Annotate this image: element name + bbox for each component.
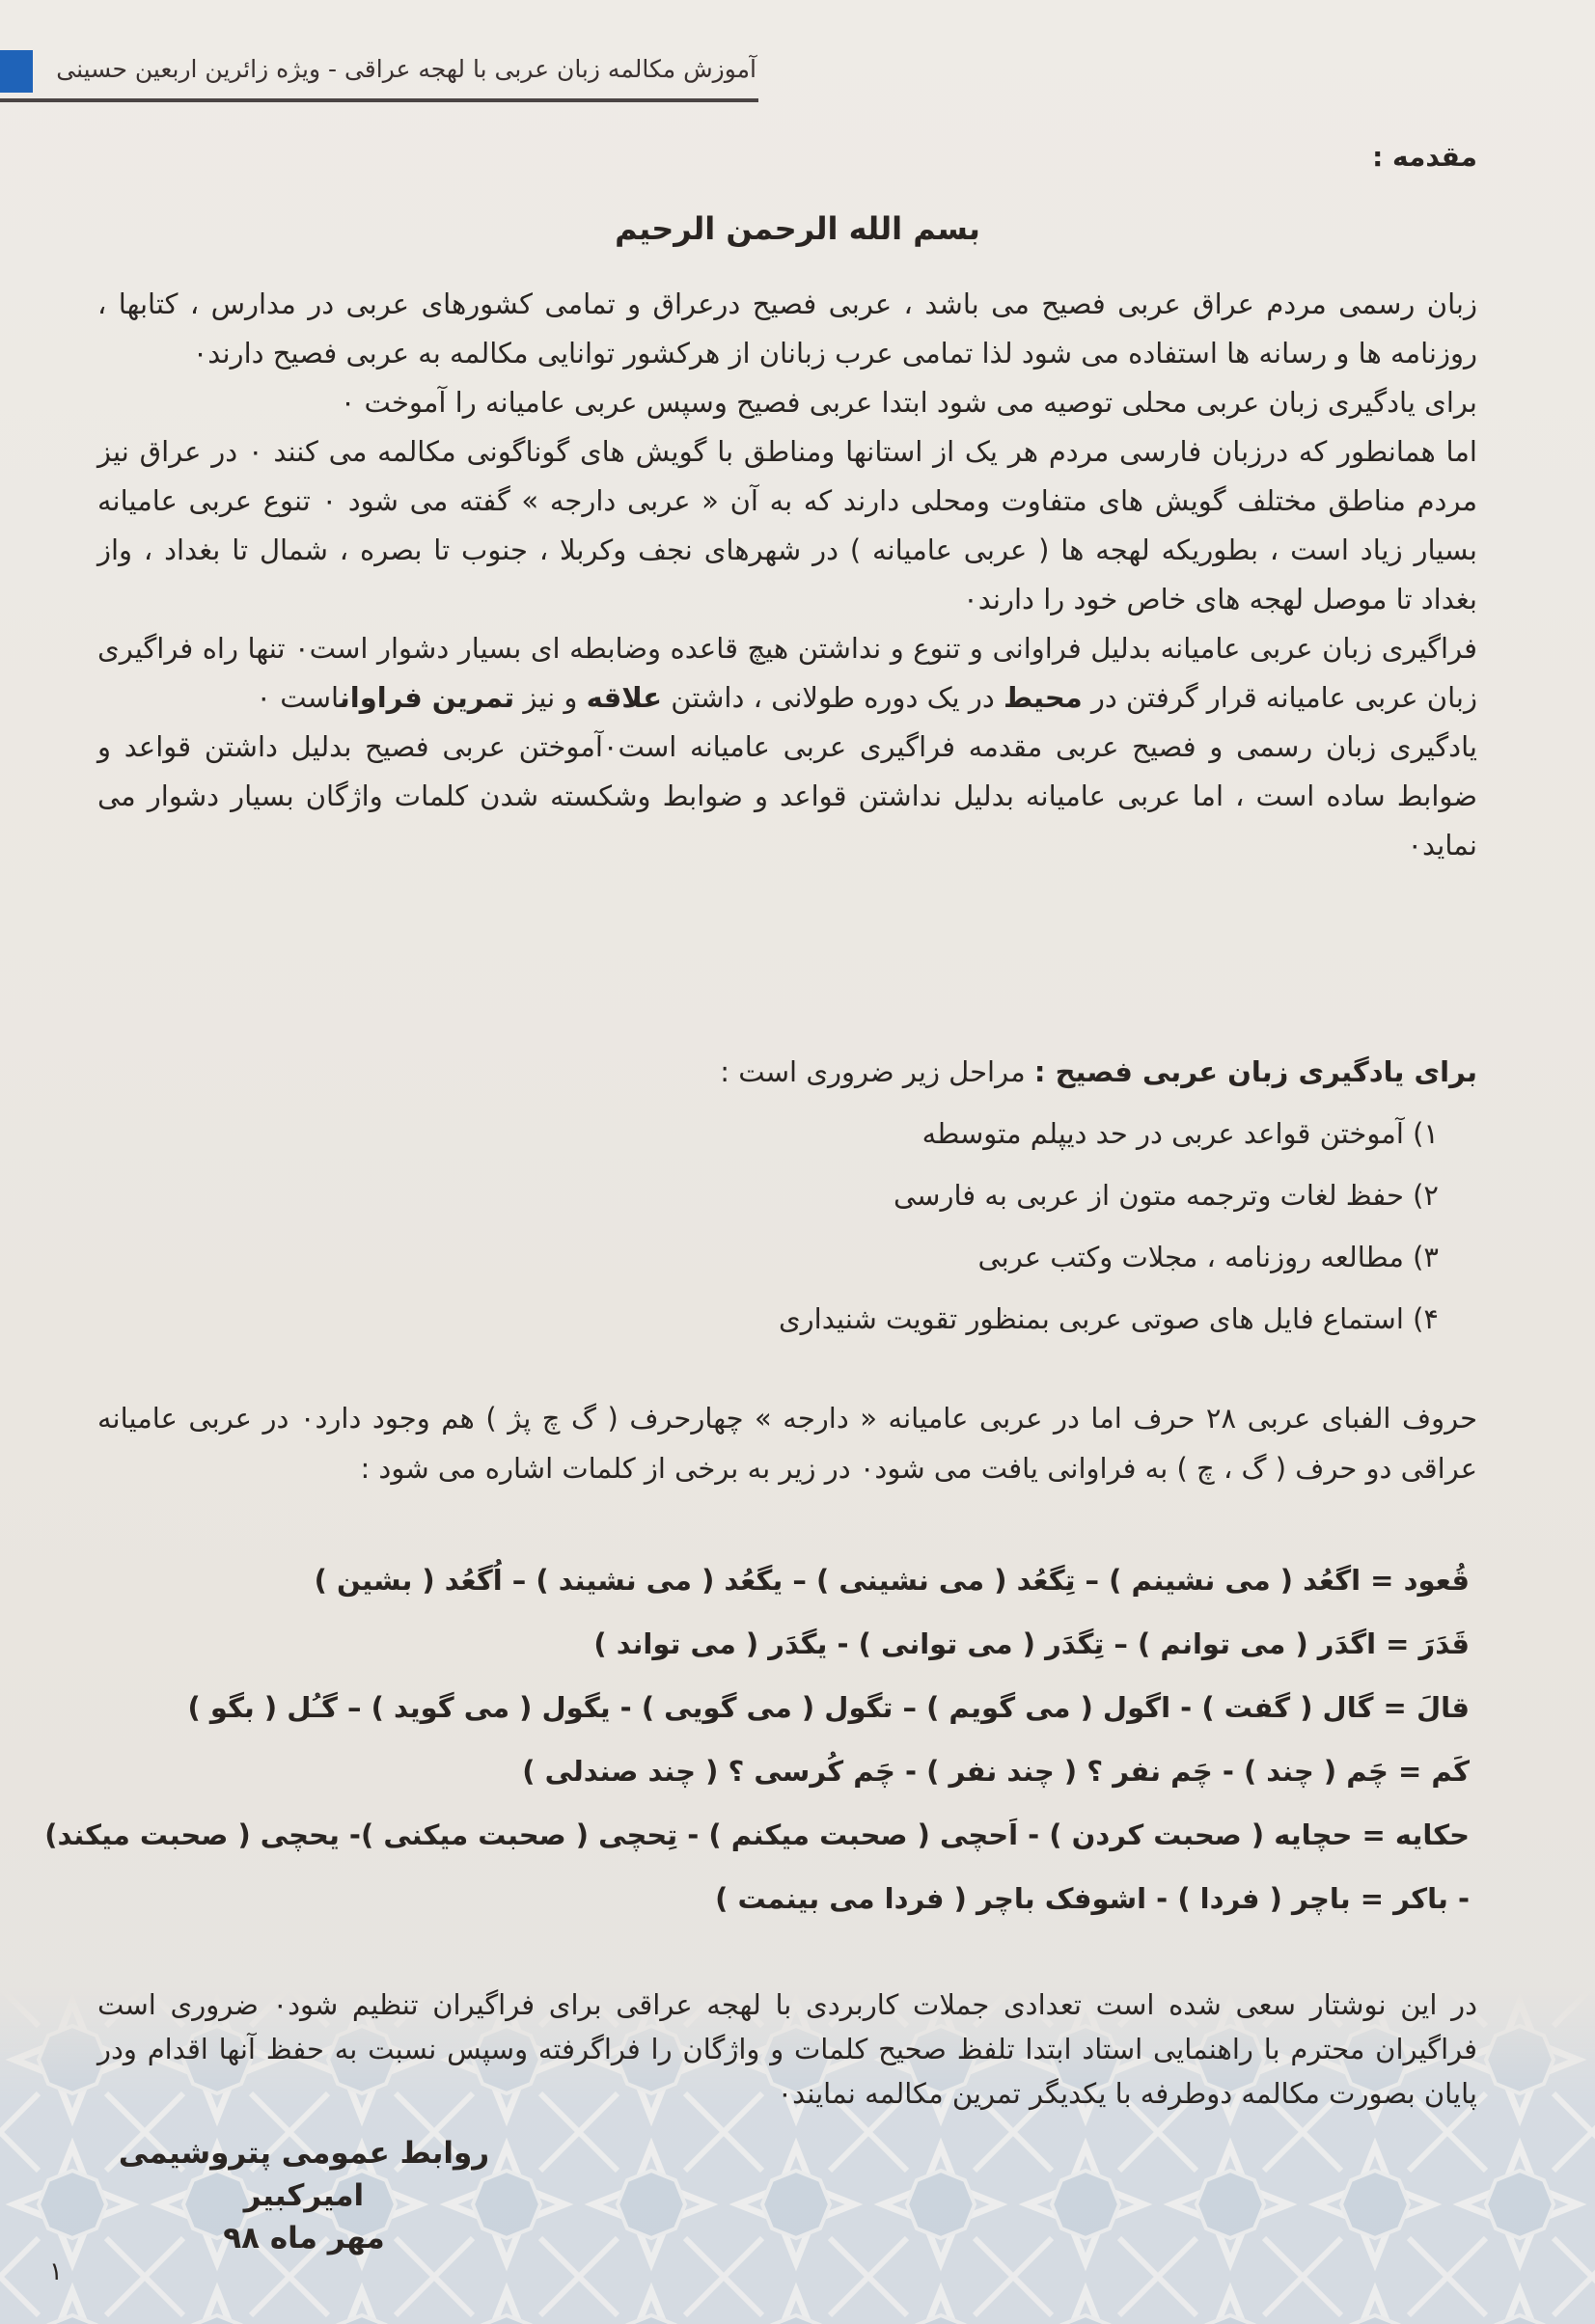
paragraph-alphabet: حروف الفبای عربی ۲۸ حرف اما در عربی عامیانه « دارجه » چهارحرف ( گ چ پژ ) هم وجود دارد۰ در عربی عامیانه عراقی دو حرف ( گ ، چ ) به فراوانی یافت می شود۰ در زیر به برخی از کلمات اشاره می شود :	[97, 1402, 1478, 1485]
bismillah-heading: بسم الله الرحمن الرحیم	[615, 210, 980, 247]
list-item: ۱) آموختن قواعد عربی در حد دیپلم متوسطه	[921, 1117, 1439, 1150]
signature-date: مهر ماه ۹۸	[223, 2221, 385, 2256]
list-item: ۲) حفظ لغات وترجمه متون از عربی به فارسی	[893, 1179, 1439, 1212]
example-line: - باکر = باچر ( فردا ) - اشوفک باچر ( فردا می بینمت )	[715, 1882, 1470, 1915]
intro-paragraphs	[97, 280, 1477, 870]
alphabet-section	[97, 1393, 1477, 1493]
list-item: ۳) مطالعه روزنامه ، مجلات وکتب عربی	[977, 1241, 1439, 1273]
emphasis-practice: تمرین فراوان	[339, 681, 515, 714]
header-title: آموزش مکالمه زبان عربی با لهجه عراقی - ویژه زائرین اربعین حسینی	[56, 55, 756, 83]
emphasis-interest: علاقه	[586, 681, 663, 714]
paragraph-dialects: اما همانطور که درزبان فارسی مردم هر یک از استانها ومناطق با گویش های گوناگونی مکالمه می کنند ۰ در عراق نیز مردم مناطق مختلف گویش های متفاوت ومحلی دارند که به آن « عربی دارجه » گفته می شود ۰ تنوع عربی عامیانه بسیار زیاد است ، بطوریکه لهجه ها ( عربی عامیانه ) در شهرهای نجف وکربلا ، جنوب تا بصره ، شمال تا بغداد ، واز بغداد تا موصل لهجه های خاص خود را دارند۰	[97, 435, 1477, 615]
signature-org: روابط عمومی پتروشیمی امیرکبیر	[118, 2136, 490, 2213]
paragraph-recommendation: برای یادگیری زبان عربی محلی توصیه می شود ابتدا عربی فصیح وسپس عربی عامیانه را آموخت ۰	[340, 386, 1477, 419]
example-line: کَم = چَم ( چند ) - چَم نفر ؟ ( چند نفر ) - چَم کُرسی ؟ ( چند صندلی )	[522, 1755, 1470, 1788]
requirements-heading	[97, 1047, 1477, 1097]
paragraph-official-language: زبان رسمی مردم عراق عربی فصیح می باشد ، عربی فصیح درعراق و تمامی کشورهای عربی در مدارس ، کتابها ، روزنامه ها و رسانه ها استفاده می شود لذا تمامی عرب زبانان از هرکشور توانایی مکالمه به عربی فصیح دارند۰	[97, 287, 1477, 369]
paragraph-closing: در این نوشتار سعی شده است تعدادی جملات کاربردی با لهجه عراقی برای فراگیران تنظیم شود۰ ضروری است فراگیران محترم با راهنمایی استاد ابتدا تلفظ صحیح کلمات و واژگان را فراگرفته وسپس نسبت به حفظ آنها اقدام ودر پایان بصورت مکالمه دوطرفه با یکدیگر تمرین مکالمه نمایند۰	[97, 1988, 1477, 2110]
requirements-list	[59, 1103, 1439, 1350]
list-item: ۴) استماع فایل های صوتی عربی بمنظور تقویت شنیداری	[778, 1302, 1439, 1335]
signature	[87, 2132, 521, 2259]
example-line: قالَ = گال ( گفت ) - اگول ( می گویم ) – تگول ( می گویی ) - یگول ( می گوید ) – گـُل ( بگو )	[187, 1691, 1470, 1724]
requirements-title: برای یادگیری زبان عربی فصیح :	[1033, 1055, 1477, 1088]
example-line: قَدَرَ = اگدَر ( می توانم ) – تِگدَر ( می توانی ) - یگدَر ( می تواند )	[593, 1627, 1470, 1660]
examples-list	[44, 1548, 1470, 1930]
paragraph-learning: فراگیری زبان عربی عامیانه بدلیل فراوانی و تنوع و نداشتن هیچ قاعده وضابطه ای بسیار دشوار است۰ تنها راه فراگیری زبان عربی عامیانه قرار گرفتن در محیط در یک دوره طولانی ، داشتن علاقه و نیز تمرین فراواناست ۰	[97, 632, 1477, 714]
requirements-title-rest: مراحل زیر ضروری است :	[720, 1055, 1034, 1088]
emphasis-environment: محیط	[1003, 681, 1083, 714]
paragraph-method: یادگیری زبان رسمی و فصیح عربی مقدمه فراگیری عربی عامیانه است۰آموختن عربی فصیح بدلیل داشتن قواعد و ضوابط ساده است ، اما عربی عامیانه بدلیل نداشتن قواعد و ضوابط وشکسته شدن کلمات واژگان بسیار دشوار می نماید۰	[97, 730, 1477, 861]
example-line: حکایه = حچایه ( صحبت کردن ) - اَحچی ( صحبت میکنم ) - تِحچی ( صحبت میکنی )- یحچی ( صحبت میکند)	[44, 1818, 1470, 1851]
example-line: قُعود = اگعُد ( می نشینم ) – تِگعُد ( می نشینی ) – یگعُد ( می نشیند ) – اُگعُد ( بشین )	[314, 1564, 1470, 1597]
intro-label: مقدمه :	[1372, 141, 1477, 173]
page-number: ۱	[49, 2257, 63, 2286]
closing-section	[97, 1982, 1477, 2116]
header-accent-bar	[0, 50, 33, 93]
header-rule	[0, 98, 758, 102]
